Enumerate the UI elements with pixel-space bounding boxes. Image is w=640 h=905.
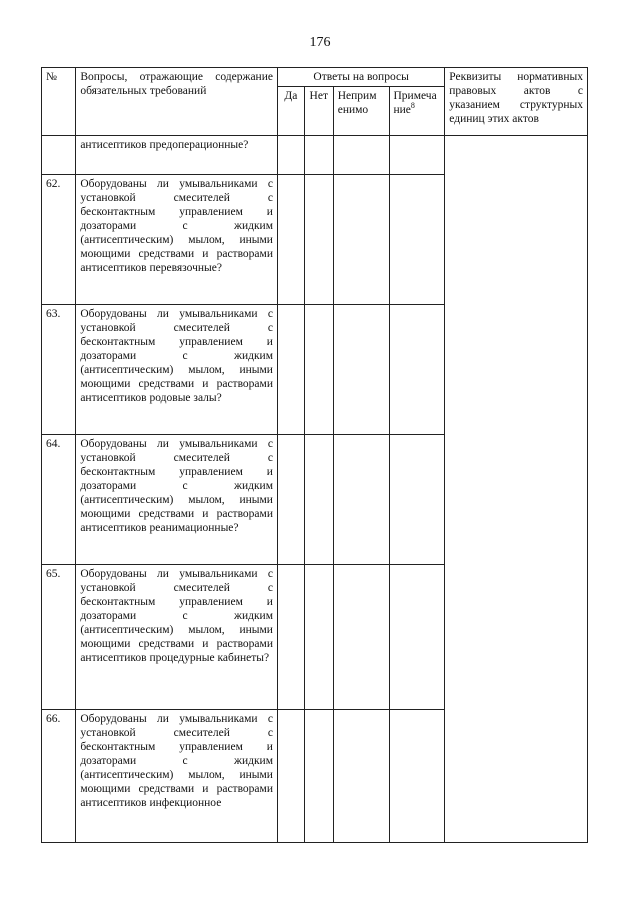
answer-no-cell[interactable] (304, 136, 333, 175)
header-question: Вопросы, отражающие содержание обязательных требований (76, 68, 278, 136)
row-number: 63. (42, 305, 76, 435)
answer-note-cell[interactable] (389, 435, 445, 565)
answer-na-cell[interactable] (333, 435, 389, 565)
answer-yes-cell[interactable] (277, 710, 304, 843)
header-yes: Да (277, 87, 304, 136)
answer-no-cell[interactable] (304, 710, 333, 843)
header-note (389, 87, 445, 136)
row-number: 65. (42, 565, 76, 710)
answer-yes-cell[interactable] (277, 305, 304, 435)
row-question: антисептиков предоперационные? (76, 136, 278, 175)
row-question: Оборудованы ли умывальниками с установкой смесителей с бесконтактным управлением и дозаторами с жидким (антисептическим) мылом, иными моющими средствами и растворами антисептиков инфекционное (76, 710, 278, 843)
header-note-footnote: 8 (410, 101, 415, 111)
row-question: Оборудованы ли умывальниками с установкой смесителей с бесконтактным управлением и дозаторами с жидким (антисептическим) мылом, иными моющими средствами и растворами антисептиков реанимационные? (76, 435, 278, 565)
row-number (42, 136, 76, 175)
requisites-cell[interactable] (445, 136, 588, 843)
row-number: 64. (42, 435, 76, 565)
header-requisites: Реквизиты нормативных правовых актов с указанием структурных единиц этих актов (445, 68, 588, 136)
header-not-applicable: Неприм енимо (333, 87, 389, 136)
answer-no-cell[interactable] (304, 565, 333, 710)
answer-na-cell[interactable] (333, 175, 389, 305)
row-number: 62. (42, 175, 76, 305)
header-note-label: Примеча ние (393, 90, 437, 116)
answer-yes-cell[interactable] (277, 175, 304, 305)
answer-na-cell[interactable] (333, 565, 389, 710)
header-number: № (42, 68, 76, 136)
page-number: 176 (309, 35, 331, 50)
answer-note-cell[interactable] (389, 305, 445, 435)
answer-note-cell[interactable] (389, 710, 445, 843)
answer-yes-cell[interactable] (277, 565, 304, 710)
answer-note-cell[interactable] (389, 565, 445, 710)
row-question: Оборудованы ли умывальниками с установкой смесителей с бесконтактным управлением и дозаторами с жидким (антисептическим) мылом, иными моющими средствами и растворами антисептиков родовые залы? (76, 305, 278, 435)
answer-yes-cell[interactable] (277, 435, 304, 565)
row-number: 66. (42, 710, 76, 843)
row-question: Оборудованы ли умывальниками с установкой смесителей с бесконтактным управлением и дозаторами с жидким (антисептическим) мылом, иными моющими средствами и растворами антисептиков процедурные кабинеты? (76, 565, 278, 710)
header-no: Нет (304, 87, 333, 136)
answer-na-cell[interactable] (333, 305, 389, 435)
answer-note-cell[interactable] (389, 136, 445, 175)
answer-no-cell[interactable] (304, 435, 333, 565)
table-row (42, 136, 588, 175)
answer-no-cell[interactable] (304, 305, 333, 435)
header-answers-group: Ответы на вопросы (277, 68, 444, 87)
answer-na-cell[interactable] (333, 136, 389, 175)
answer-no-cell[interactable] (304, 175, 333, 305)
answer-yes-cell[interactable] (277, 136, 304, 175)
answer-note-cell[interactable] (389, 175, 445, 305)
answer-na-cell[interactable] (333, 710, 389, 843)
row-question: Оборудованы ли умывальниками с установкой смесителей с бесконтактным управлением и дозаторами с жидким (антисептическим) мылом, иными моющими средствами и растворами антисептиков перевязочные? (76, 175, 278, 305)
checklist-table (41, 67, 588, 843)
header-row (42, 68, 588, 87)
